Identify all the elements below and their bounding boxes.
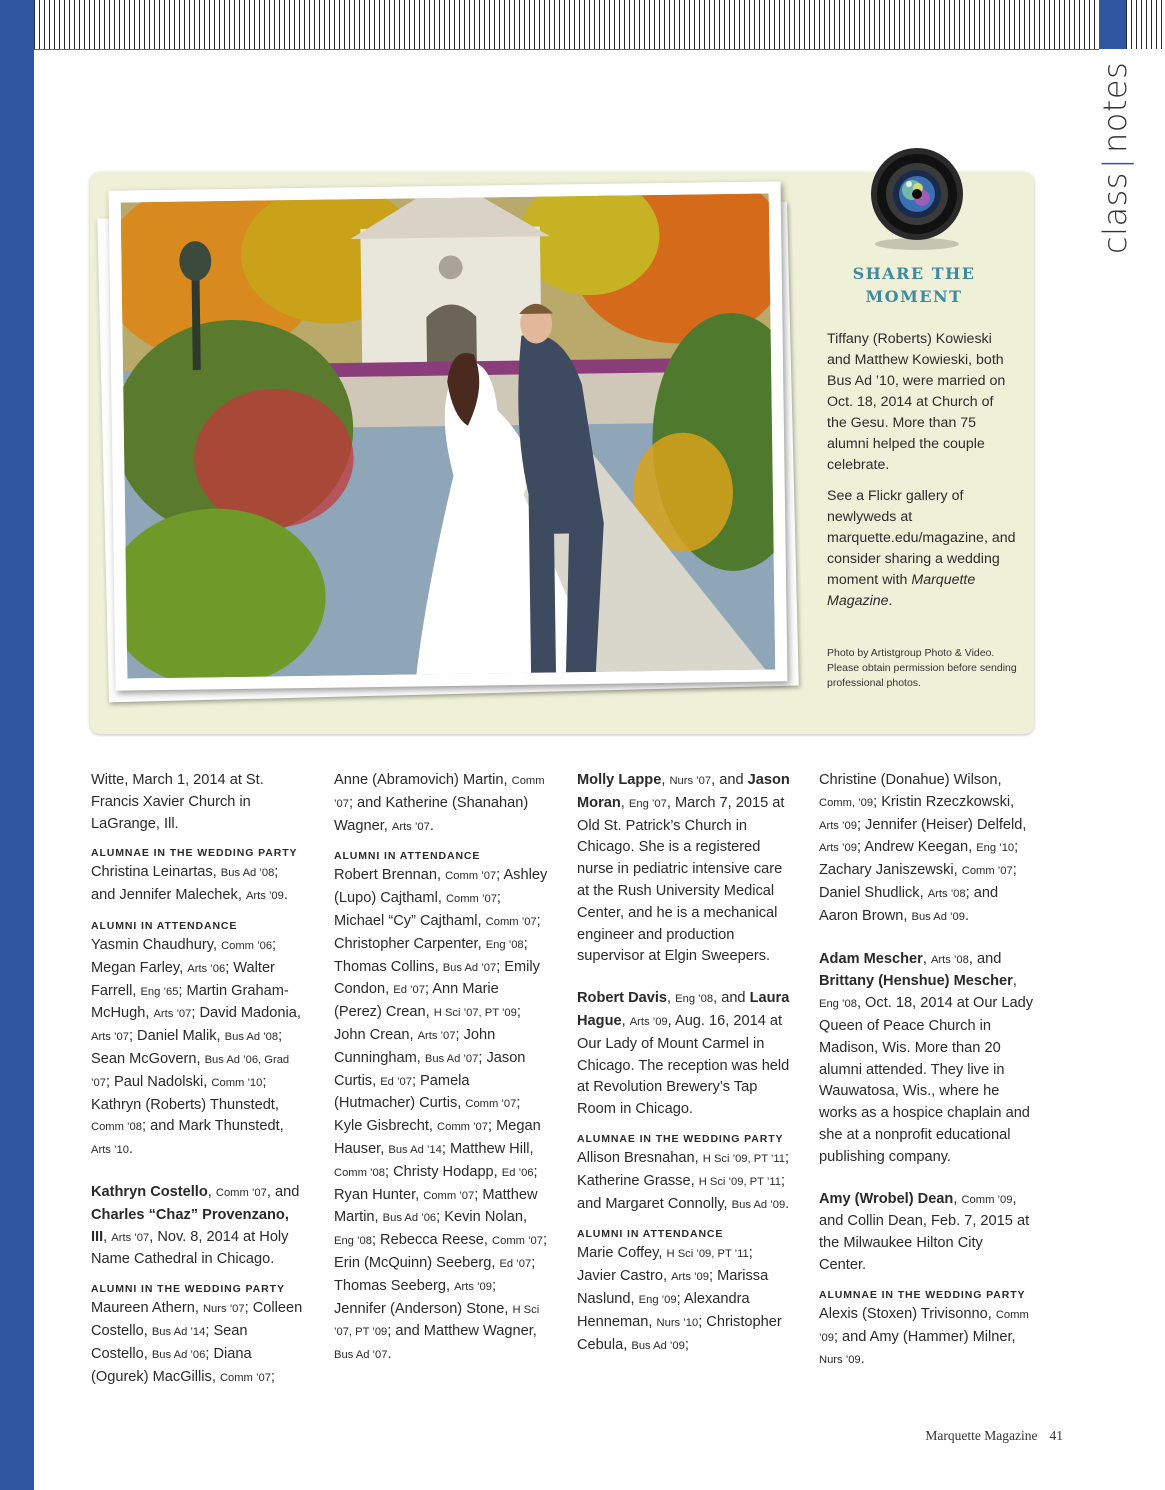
class-year: Ed ’06 <box>501 1166 534 1179</box>
note-text: ; Jennifer (Heiser) Delfeld, <box>856 816 1027 833</box>
class-note-paragraph <box>577 988 791 1121</box>
attendance-heading: ALUMNI IN THE WEDDING PARTY <box>91 1283 285 1296</box>
class-note-paragraph <box>577 1148 791 1216</box>
note-text: . <box>860 1351 865 1368</box>
class-year: Bus Ad ’06 <box>151 1348 206 1361</box>
class-year: Arts ’07 <box>91 1031 129 1044</box>
note-text: , <box>207 1183 216 1200</box>
note-text: , Nov. 8, 2014 at Holy Name Cathedral in Chicago. <box>91 1228 289 1268</box>
note-text: , Oct. 18, 2014 at Our Lady Queen of Peace Church in Madison, Wis. More than 20 alumni attended. They live in Wauwatosa, Wis., where he works as a hospice chaplain and she at a nonprofit educational publishing company. <box>819 995 1033 1165</box>
note-text: ; Megan Hauser, <box>334 1118 541 1157</box>
section-label-class: class <box>1096 172 1134 255</box>
class-year: Arts ’08 <box>927 887 966 900</box>
note-text: , and <box>713 990 750 1007</box>
note-text: ; Erin (McQuinn) Seeberg, <box>334 1232 548 1271</box>
class-note-paragraph <box>91 1182 305 1271</box>
class-year: Arts ’09 <box>671 1271 710 1284</box>
note-text: ; Ashley (Lupo) Cajthaml, <box>334 867 548 907</box>
class-year: Bus Ad ’07 <box>442 961 497 974</box>
note-text: ; John Cunningham, <box>334 1026 496 1066</box>
note-text: Alexis (Stoxen) Trivisonno, <box>819 1305 996 1322</box>
note-text: , <box>103 1228 112 1245</box>
note-text: ; and Margaret Connolly, <box>577 1172 786 1212</box>
class-year: Comm ’07 <box>219 1371 271 1384</box>
class-year: Arts ’09 <box>629 1015 668 1028</box>
class-note-paragraph <box>91 862 305 908</box>
alumni-name: Amy (Wrobel) Dean <box>819 1190 954 1207</box>
top-stripe-band <box>34 0 1099 50</box>
class-year: Comm ’07 <box>961 865 1013 878</box>
note-text: ; Zachary Janiszewski, <box>819 839 1019 879</box>
class-year: Ed ’07 <box>499 1257 532 1270</box>
camera-lens-icon <box>866 148 968 252</box>
class-year: Nurs ’07 <box>669 775 712 787</box>
class-year: Comm ’07 <box>465 1098 517 1111</box>
note-text: ; Rebecca Reese, <box>371 1232 493 1249</box>
note-text: . <box>283 887 288 904</box>
note-text: ; Christopher Carpenter, <box>334 912 541 952</box>
note-text: ; Sean McGovern, <box>91 1028 283 1067</box>
note-text: , and <box>968 950 1002 967</box>
wedding-photo <box>109 181 788 690</box>
note-text: , <box>661 772 670 788</box>
note-text: ; Pamela (Hutmacher) Curtis, <box>334 1072 470 1112</box>
page-footer <box>860 1428 1063 1444</box>
note-text: ; and Mark Thunstedt, <box>141 1118 284 1135</box>
note-text: ; Walter Farrell, <box>91 959 275 999</box>
class-year: Bus Ad ’07 <box>424 1052 479 1065</box>
note-text: ; Ryan Hunter, <box>334 1163 538 1203</box>
text-column-4 <box>819 770 1033 1372</box>
attendance-heading: ALUMNI IN ATTENDANCE <box>334 850 481 863</box>
note-text: , Aug. 16, 2014 at Our Lady of Mount Carmel in Chicago. The reception was held at Revolution Brewery’s Tap Room in Chicago. <box>577 1012 790 1118</box>
note-text: ; Marissa Naslund, <box>577 1268 769 1307</box>
note-text: ; Matthew Martin, <box>334 1186 538 1226</box>
section-label-divider: | <box>1096 157 1134 169</box>
note-text: , and Collin Dean, Feb. 7, 2015 at the Milwaukee Hilton City Center. <box>819 1190 1030 1273</box>
class-year: Bus Ad ’14 <box>151 1325 206 1338</box>
class-note-paragraph <box>91 770 305 835</box>
note-text: ; Katherine Grasse, <box>577 1149 790 1189</box>
class-year: Arts ’09 <box>819 819 857 832</box>
note-text: ; Christopher Cebula, <box>577 1313 782 1353</box>
class-year: Nurs ’10 <box>656 1316 699 1329</box>
note-text: ; Megan Farley, <box>91 936 277 976</box>
note-text: Christina Leinartas, <box>91 864 221 881</box>
class-year: Comm ’07 <box>445 870 497 883</box>
class-year: Ed ’07 <box>380 1075 412 1088</box>
class-year: Bus Ad ’06 <box>382 1212 437 1225</box>
attendance-heading: ALUMNAE IN THE WEDDING PARTY <box>91 847 298 860</box>
attendance-heading: ALUMNI IN ATTENDANCE <box>91 919 238 932</box>
class-year: Comm ’09 <box>819 1308 1029 1344</box>
note-text: ; Alexandra Henneman, <box>577 1290 750 1330</box>
note-text: ; Sean Costello, <box>91 1322 248 1362</box>
note-text: ; Thomas Seeberg, <box>334 1254 536 1294</box>
note-text: . <box>429 817 434 834</box>
class-year: Eng ’08 <box>675 993 714 1006</box>
class-year: Eng ’10 <box>976 842 1015 855</box>
note-text: ; <box>684 1336 689 1353</box>
class-year: Arts ’08 <box>930 953 969 966</box>
class-year: Arts ’07 <box>417 1029 456 1042</box>
class-note-paragraph <box>577 770 791 968</box>
note-text: . <box>128 1141 133 1158</box>
alumni-name: Molly Lappe <box>577 772 662 788</box>
note-text: ; Javier Castro, <box>577 1245 753 1285</box>
note-text: ; Andrew Keegan, <box>856 839 977 856</box>
class-note-paragraph <box>819 1189 1033 1277</box>
note-text: ; Matthew Hill, <box>441 1140 534 1157</box>
note-text: ; Emily Condon, <box>334 958 540 998</box>
note-text: ; and Matthew Wagner, <box>387 1323 537 1340</box>
note-text: ; Christy Hodapp, <box>384 1163 502 1180</box>
note-text: Yasmin Chaudhury, <box>91 936 222 953</box>
class-year: Arts ’09 <box>245 890 284 903</box>
note-text: Allison Bresnahan, <box>577 1149 703 1166</box>
class-year: Bus Ad ’06, Grad ’07 <box>91 1053 290 1089</box>
share-paragraph-flickr <box>827 486 1017 612</box>
entry-spacer <box>91 1162 305 1182</box>
top-blue-block <box>1099 0 1126 49</box>
note-text: . <box>785 1195 790 1212</box>
note-text: ; Daniel Shudlick, <box>819 862 1017 901</box>
note-text: , <box>953 1190 962 1207</box>
text-column-3 <box>577 770 791 1357</box>
note-text: , and <box>711 772 748 788</box>
class-note-paragraph <box>334 865 548 1367</box>
class-year: Eng ’08 <box>485 938 524 951</box>
class-year: Arts ’09 <box>454 1280 492 1293</box>
note-text: ; Kristin Rzeczkowski, <box>873 793 1015 810</box>
text-column-1 <box>91 770 305 1389</box>
note-text: ; Diana (Ogurek) MacGillis, <box>91 1345 252 1385</box>
note-text: , March 7, 2015 at Old St. Patrick’s Church in Chicago. She is a registered nurse in pediatric intensive care at the Rush University Medical Center, and he is a mechanical engineer and production supervisor at Elgin Sweepers. <box>577 794 785 965</box>
class-year: Comm ’08 <box>334 1166 385 1179</box>
class-year: Arts ’09 <box>819 842 857 855</box>
note-text: ; Kathryn (Roberts) Thunstedt, <box>91 1073 279 1113</box>
class-note-paragraph <box>577 1243 791 1357</box>
note-text: ; Colleen Costello, <box>91 1300 303 1339</box>
note-text: ; Ann Marie (Perez) Crean, <box>334 981 499 1021</box>
class-note-paragraph <box>91 935 305 1162</box>
class-year: Bus Ad ’08 <box>220 867 275 880</box>
class-year: Arts ’10 <box>91 1144 129 1157</box>
section-label-notes: notes <box>1096 62 1134 154</box>
photo-credit: Photo by Artistgroup Photo & Video. Please obtain permission before sending professional photos. <box>827 647 1017 689</box>
class-year: Comm ’09 <box>961 1193 1013 1206</box>
share-flickr-end: . <box>888 593 893 609</box>
class-year: Arts ’06 <box>187 962 226 975</box>
share-the-moment-title: SHARE THE MOMENT <box>852 264 976 306</box>
top-stripe-tail <box>1126 0 1165 49</box>
class-year: Eng ’65 <box>140 985 179 998</box>
class-note-paragraph <box>819 770 1033 929</box>
share-paragraph-couple: Tiffany (Roberts) Kowieski and Matthew Kowieski, both Bus Ad ’10, were married on Oct. 18, 2014 at Church of the Gesu. More than 75 alumni helped the couple celebrate. <box>827 331 1006 473</box>
note-text: ; and Amy (Hammer) Milner, <box>833 1328 1016 1345</box>
alumni-name: Jason Moran <box>577 772 790 811</box>
class-year: Arts ’07 <box>153 1008 192 1021</box>
class-note-paragraph <box>334 770 548 838</box>
attendance-heading: ALUMNAE IN THE WEDDING PARTY <box>577 1132 784 1145</box>
note-text: Robert Brennan, <box>334 867 446 884</box>
section-label <box>1093 62 1137 262</box>
alumni-name: Adam Mescher <box>819 950 923 967</box>
class-year: Comm, ’09 <box>819 796 874 809</box>
class-year: Bus Ad ’07 <box>334 1349 388 1362</box>
class-year: Nurs ’09 <box>819 1354 861 1367</box>
class-year: Bus Ad ’14 <box>388 1143 442 1156</box>
entry-spacer <box>819 1169 1033 1189</box>
note-text: ; Paul Nadolski, <box>105 1073 212 1090</box>
magazine-name: Marquette Magazine <box>827 572 976 609</box>
footer-publication: Marquette Magazine <box>925 1428 1038 1443</box>
note-text: ; Kyle Gisbrecht, <box>334 1095 521 1135</box>
note-text: ; Michael “Cy” Cajthaml, <box>334 890 501 929</box>
class-year: Arts ’07 <box>391 820 430 833</box>
class-year: H Sci ’07, PT ’09 <box>334 1303 540 1339</box>
note-text: , <box>621 1012 630 1029</box>
class-year: Bus Ad ’09 <box>731 1198 786 1211</box>
class-year: Comm ’10 <box>211 1076 263 1089</box>
note-text: Christine (Donahue) Wilson, <box>819 772 1002 788</box>
class-year: Nurs ’07 <box>202 1303 245 1316</box>
note-text: Maureen Athern, <box>91 1300 203 1317</box>
note-text: ; Kevin Nolan, <box>436 1209 528 1226</box>
note-text: ; David Madonia, <box>191 1005 301 1022</box>
class-year: Bus Ad ’09 <box>631 1339 685 1352</box>
note-text: Anne (Abramovich) Martin, <box>334 772 512 788</box>
alumni-name: Kathryn Costello <box>91 1183 208 1200</box>
class-year: Comm ’07 <box>437 1121 488 1134</box>
class-year: Eng ’08 <box>819 998 857 1011</box>
class-note-paragraph <box>91 1298 305 1389</box>
class-year: H Sci ’09, PT ’11 <box>698 1175 781 1188</box>
note-text: , <box>667 990 676 1007</box>
class-year: Comm ’07 <box>334 775 545 810</box>
entry-spacer <box>577 968 791 988</box>
class-year: Comm ’08 <box>91 1121 142 1134</box>
note-text: ; and Aaron Brown, <box>819 884 999 924</box>
share-the-moment-body <box>827 329 1017 622</box>
alumni-name: Laura Hague <box>577 990 790 1029</box>
note-text: ; <box>270 1368 275 1385</box>
note-text: ; John Crean, <box>334 1004 521 1043</box>
note-text: . <box>387 1346 392 1363</box>
note-text: , and <box>266 1183 300 1200</box>
wedding-photo-illustration <box>121 193 776 678</box>
class-year: Comm ’07 <box>215 1186 267 1199</box>
attendance-heading: ALUMNI IN ATTENDANCE <box>577 1228 724 1241</box>
class-year: Comm ’07 <box>445 893 497 906</box>
note-text: ; and Katherine (Shanahan) Wagner, <box>334 794 529 834</box>
text-column-2 <box>334 770 548 1367</box>
class-year: H Sci ’09, PT ’11 <box>702 1152 786 1165</box>
page-number: 41 <box>1049 1428 1063 1443</box>
class-year: Bus Ad ’09 <box>911 910 965 923</box>
class-year: Arts ’07 <box>111 1231 150 1244</box>
note-text: , <box>922 950 931 967</box>
note-text: ; Jennifer (Anderson) Stone, <box>334 1277 513 1317</box>
left-color-bar <box>0 0 34 1490</box>
note-text: ; Daniel Malik, <box>128 1028 225 1045</box>
note-text: , <box>1012 973 1017 990</box>
note-text: , <box>620 794 629 811</box>
attendance-heading: ALUMNAE IN THE WEDDING PARTY <box>819 1288 1026 1301</box>
alumni-name: Robert Davis <box>577 990 668 1007</box>
class-note-paragraph <box>819 949 1033 1169</box>
class-year: H Sci ’09, PT ’11 <box>666 1248 749 1261</box>
class-year: Eng ’09 <box>638 1293 677 1306</box>
class-year: Comm ’06 <box>221 939 273 952</box>
note-text: Marie Coffey, <box>577 1245 667 1262</box>
entry-spacer <box>819 929 1033 949</box>
share-flickr-text: See a Flickr gallery of newlyweds at marquette.edu/magazine, and consider sharing a wedding moment with <box>827 488 1016 588</box>
note-text: ; Jason Curtis, <box>334 1049 526 1089</box>
class-year: Bus Ad ’08 <box>224 1031 279 1044</box>
alumni-name: Brittany (Henshue) Mescher <box>819 973 1013 990</box>
note-text: ; Martin Graham-McHugh, <box>91 982 289 1022</box>
class-year: Ed ’07 <box>393 984 425 997</box>
note-text: ; Thomas Collins, <box>334 935 528 975</box>
class-year: Comm ’07 <box>492 1235 543 1248</box>
class-note-paragraph <box>819 1304 1033 1372</box>
class-year: Comm ’07 <box>423 1189 475 1202</box>
note-text: . <box>964 907 970 924</box>
class-year: Comm ’07 <box>485 915 537 928</box>
note-text: ; and Jennifer Malechek, <box>91 864 279 904</box>
note-text: Witte, March 1, 2014 at St. Francis Xavier Church in LaGrange, Ill. <box>91 772 264 832</box>
class-year: Eng ’07 <box>628 797 667 810</box>
class-year: H Sci ’07, PT ’09 <box>433 1007 517 1020</box>
class-year: Eng ’08 <box>334 1235 372 1248</box>
alumni-name: Charles “Chaz” Provenzano, III <box>91 1206 289 1245</box>
